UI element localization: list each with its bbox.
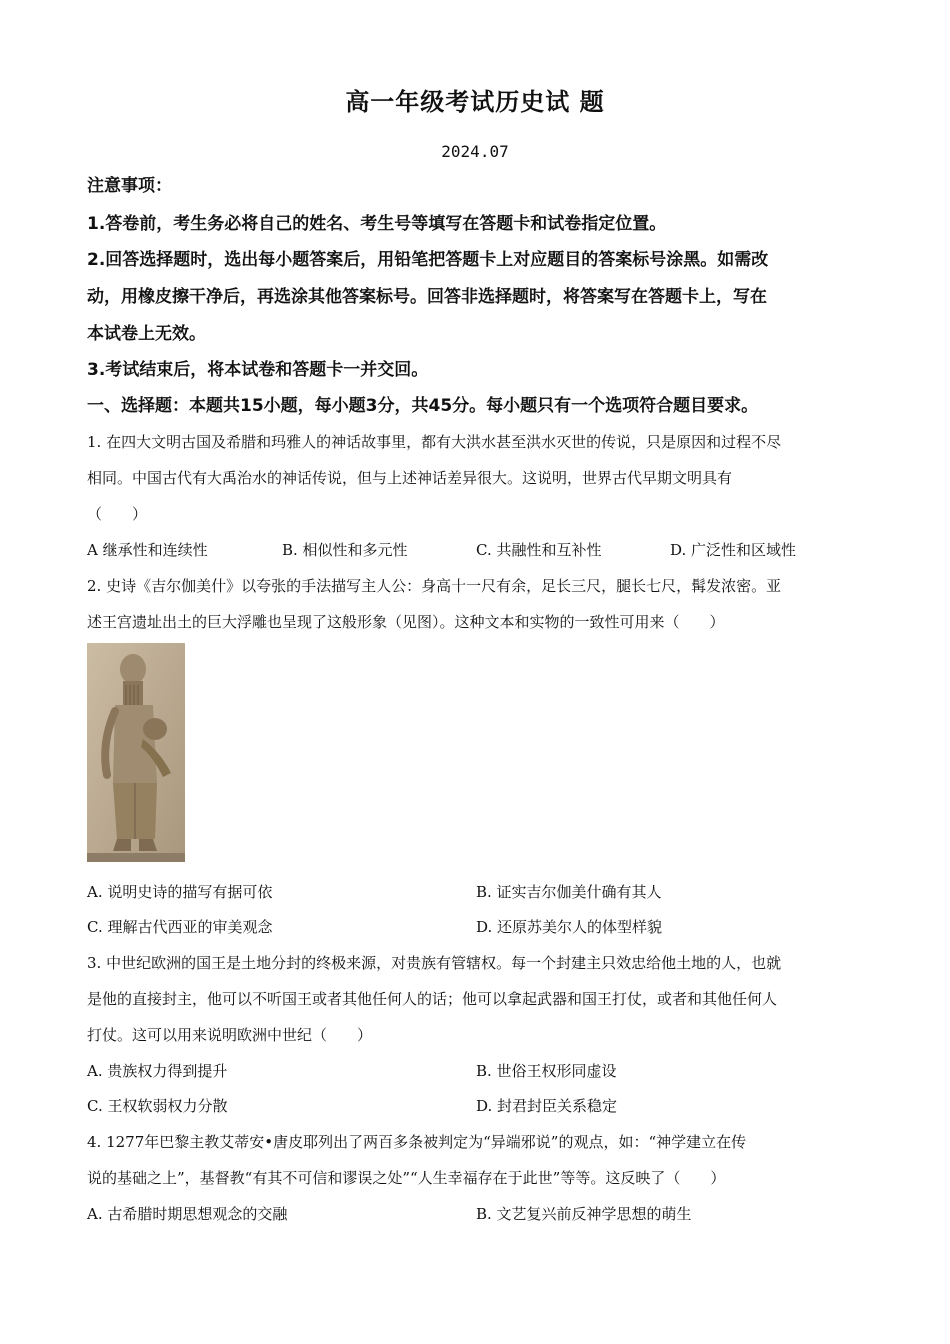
exam-date: 2024.07 — [441, 142, 509, 161]
note-line: 1.答卷前，考生务必将自己的姓名、考生号等填写在答题卡和试卷指定位置。 — [87, 214, 667, 234]
question-2-option-c[interactable]: C. 理解古代西亚的审美观念 — [87, 918, 273, 936]
question-3-line: 打仗。这可以用来说明欧洲中世纪（ ） — [87, 1026, 373, 1044]
question-3-line: 3. 中世纪欧洲的国王是土地分封的终极来源，对贵族有管辖权。每一个封建主只效忠给他土地的人，也就 — [87, 954, 782, 972]
question-1-option-a[interactable]: A 继承性和连续性 — [87, 541, 208, 559]
question-1-option-c[interactable]: C. 共融性和互补性 — [476, 541, 602, 559]
question-4-option-a[interactable]: A. 古希腊时期思想观念的交融 — [87, 1205, 288, 1223]
gilgamesh-relief-image — [87, 643, 185, 862]
note-line: 动，用橡皮擦干净后，再选涂其他答案标号。回答非选择题时，将答案写在答题卡上，写在 — [87, 287, 767, 307]
question-1-option-b[interactable]: B. 相似性和多元性 — [282, 541, 408, 559]
question-2-line: 2. 史诗《吉尔伽美什》以夸张的手法描写主人公：身高十一尺有余，足长三尺，腿长七尺，髯发浓密。亚 — [87, 577, 782, 595]
question-1-line: （ ） — [87, 505, 148, 523]
question-2-line: 述王宫遗址出土的巨大浮雕也呈现了这般形象（见图）。这种文本和实物的一致性可用来（ ） — [87, 613, 725, 631]
question-1-line: 1. 在四大文明古国及希腊和玛雅人的神话故事里，都有大洪水甚至洪水灭世的传说，只是原因和过程不尽 — [87, 433, 782, 451]
question-3-option-d[interactable]: D. 封君封臣关系稳定 — [476, 1097, 618, 1115]
question-3-option-c[interactable]: C. 王权软弱权力分散 — [87, 1097, 228, 1115]
question-2-option-b[interactable]: B. 证实吉尔伽美什确有其人 — [476, 883, 662, 901]
question-2-option-d[interactable]: D. 还原苏美尔人的体型样貌 — [476, 918, 663, 936]
question-3-line: 是他的直接封主，他可以不听国王或者其他任何人的话；他可以拿起武器和国王打仗，或者和其他任何人 — [87, 990, 778, 1008]
question-4-line: 说的基础之上”，基督教“有其不可信和谬误之处”“人生幸福存在于此世”等等。这反映了（ ） — [87, 1169, 726, 1187]
notes-heading: 注意事项： — [87, 176, 172, 196]
note-line: 2.回答选择题时，选出每小题答案后，用铅笔把答题卡上对应题目的答案标号涂黑。如需改 — [87, 250, 769, 270]
note-line: 3.考试结束后，将本试卷和答题卡一并交回。 — [87, 360, 429, 380]
question-3-option-a[interactable]: A. 贵族权力得到提升 — [87, 1062, 228, 1080]
question-4-line: 4. 1277年巴黎主教艾蒂安•唐皮耶列出了两百多条被判定为“异端邪说”的观点，如：“神学建立在传 — [87, 1133, 747, 1151]
question-1-option-d[interactable]: D. 广泛性和区域性 — [670, 541, 797, 559]
question-1-line: 相同。中国古代有大禹治水的神话传说，但与上述神话差异很大。这说明，世界古代早期文明具有 — [87, 469, 733, 487]
note-line: 本试卷上无效。 — [87, 324, 206, 344]
question-3-option-b[interactable]: B. 世俗王权形同虚设 — [476, 1062, 617, 1080]
question-2-option-a[interactable]: A. 说明史诗的描写有据可依 — [87, 883, 273, 901]
page-title: 高一年级考试历史试 题 — [345, 88, 605, 116]
question-4-option-b[interactable]: B. 文艺复兴前反神学思想的萌生 — [476, 1205, 692, 1223]
section-heading: 一、选择题：本题共15小题，每小题3分，共45分。每小题只有一个选项符合题目要求。 — [87, 396, 759, 416]
